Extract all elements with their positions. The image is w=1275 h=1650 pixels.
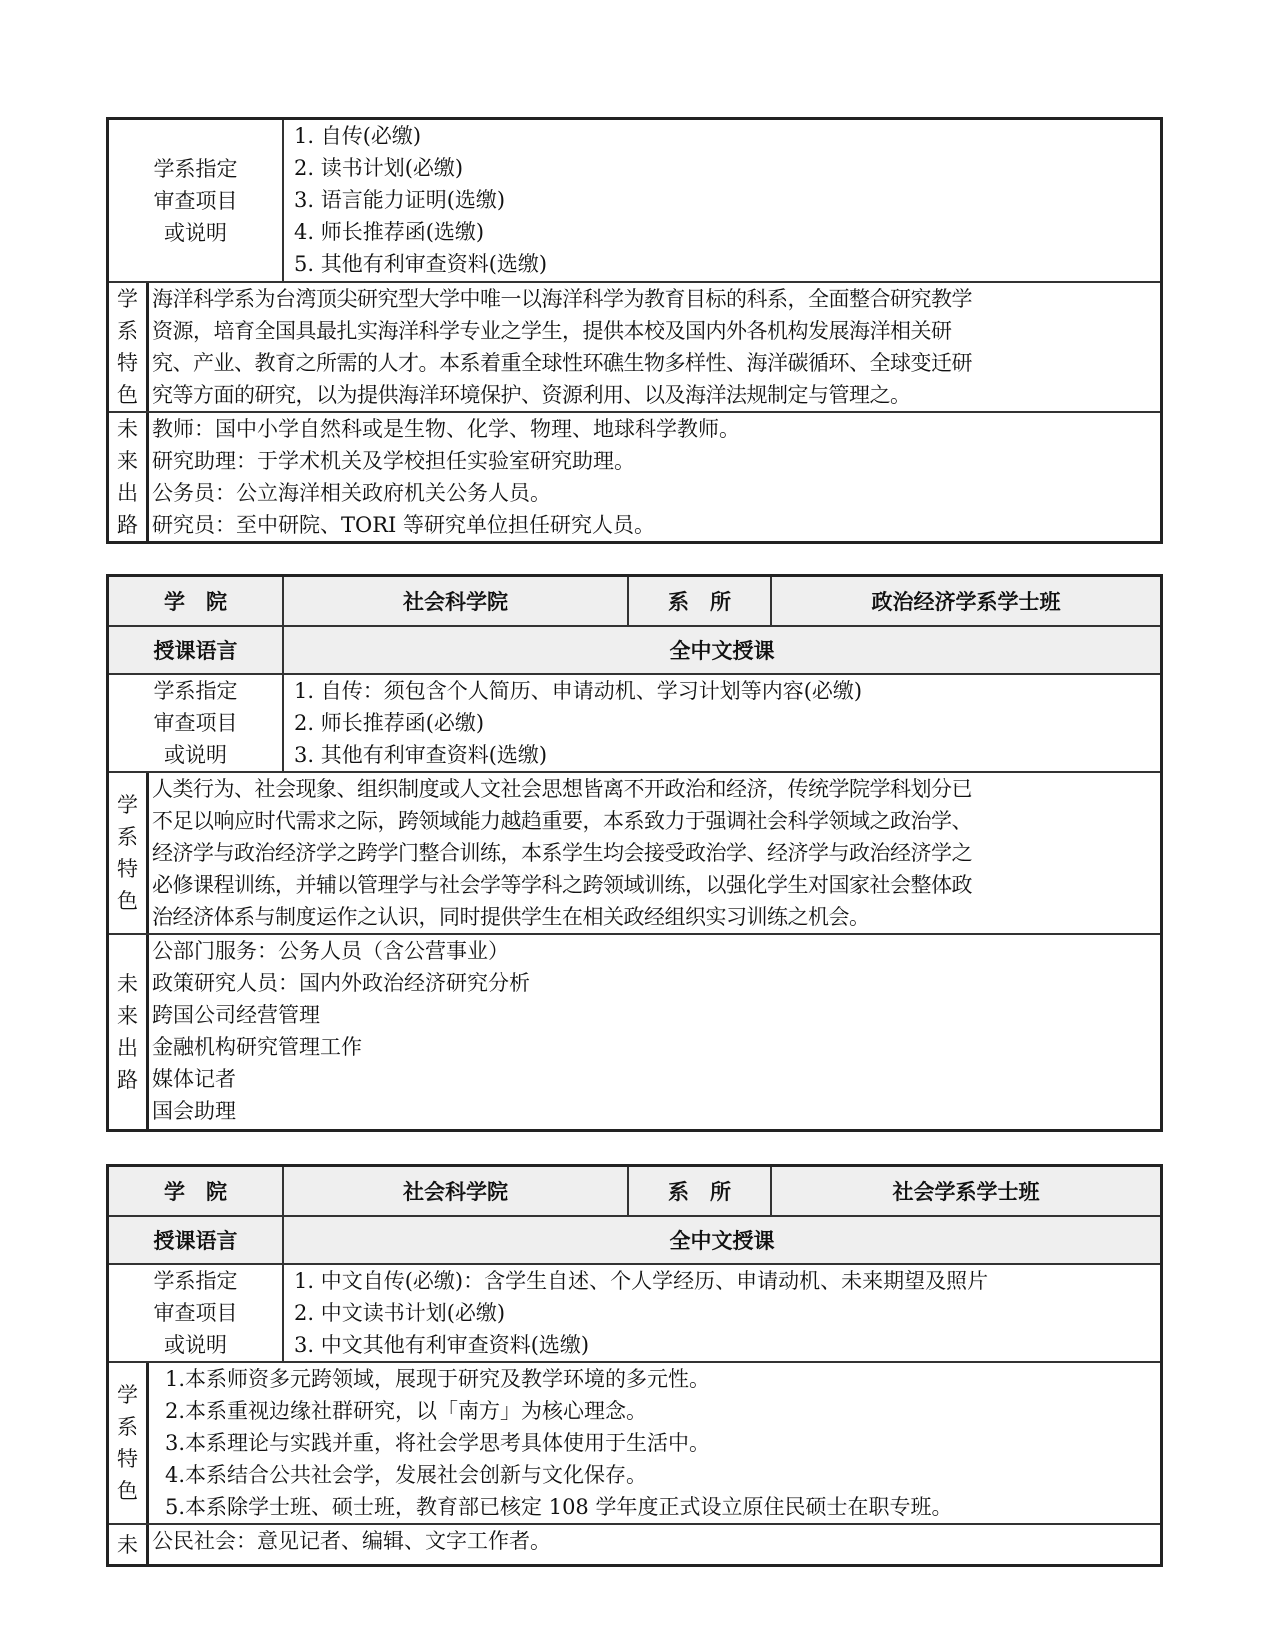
careers-label: 未 来 出 路: [109, 413, 149, 541]
language-row: [109, 1215, 1160, 1263]
list-item: 2.本系重视边缘社群研究，以「南方」为核心理念。: [165, 1399, 648, 1423]
college-value: 社会科学院: [284, 577, 629, 625]
careers-row: [109, 411, 1160, 541]
review-label: 学系指定 审查项目 或说明: [109, 120, 284, 281]
language-value: 全中文授课: [669, 1228, 775, 1253]
list-item: 4. 师长推荐函(选缴): [294, 220, 485, 244]
table-political-economy: [106, 574, 1163, 1132]
features-list: [149, 1363, 1160, 1523]
list-item: 研究助理：于学术机关及学校担任实验室研究助理。: [152, 449, 635, 473]
careers-label: 未: [109, 1525, 149, 1564]
list-item: 媒体记者: [152, 1067, 236, 1091]
features-label: 学 系 特 色: [109, 1363, 149, 1523]
dept-value: 政治经济学系学士班: [871, 589, 1061, 614]
list-item: 1. 中文自传(必缴)：含学生自述、个人学经历、申请动机、未来期望及照片: [294, 1269, 989, 1293]
dept-label: 系 所: [629, 1167, 772, 1215]
list-item: 4.本系结合公共社会学，发展社会创新与文化保存。: [165, 1463, 648, 1487]
features-row: [109, 281, 1160, 411]
careers-row: [109, 1523, 1160, 1564]
list-item: 公部门服务：公务人员（含公营事业）: [152, 939, 509, 963]
careers-row: [109, 933, 1160, 1129]
careers-list: [149, 1525, 1160, 1564]
list-item: 公务员：公立海洋相关政府机关公务人员。: [152, 481, 551, 505]
dept-label: 系 所: [629, 577, 772, 625]
review-items: [284, 675, 1160, 771]
review-row: [109, 120, 1160, 281]
features-label: 学 系 特 色: [109, 283, 149, 411]
list-item: 公民社会：意见记者、编辑、文字工作者。: [152, 1529, 551, 1553]
review-items: [284, 1265, 1160, 1361]
language-row: [109, 625, 1160, 673]
review-label: 学系指定 审查项目 或说明: [109, 1265, 284, 1361]
careers-list: [149, 935, 1160, 1129]
list-item: 3. 其他有利审查资料(选缴): [294, 743, 548, 767]
language-label: 授课语言: [109, 627, 284, 673]
table-marine-science: [106, 117, 1163, 544]
list-item: 金融机构研究管理工作: [152, 1035, 362, 1059]
list-item: 3.本系理论与实践并重，将社会学思考具体使用于生活中。: [165, 1431, 711, 1455]
features-text: 人类行为、社会现象、组织制度或人文社会思想皆离不开政治和经济，传统学院学科划分已 不足以响应时代需求之际，跨领域能力越趋重要，本系致力于强调社会科学领域之政治学、 经济学与政治经济学之跨学门整合训练，本系学生均会接受政治学、经济学与政治经济学之 必修课程训练，并辅以管理学与社会学等学科之跨领域训练，以强化学生对国家社会整体政 治经济体系与制度运作之认识，同时提供学生在相关政经组织实习训练之机会。: [152, 777, 972, 929]
dept-value: 社会学系学士班: [892, 1179, 1040, 1204]
list-item: 1.本系师资多元跨领域，展现于研究及教学环境的多元性。: [165, 1367, 711, 1391]
language-value: 全中文授课: [669, 638, 775, 663]
language-label: 授课语言: [109, 1217, 284, 1263]
features-text: 海洋科学系为台湾顶尖研究型大学中唯一以海洋科学为教育目标的科系，全面整合研究教学 资源，培育全国具最扎实海洋科学专业之学生，提供本校及国内外各机构发展海洋相关研 究、产业、教育之所需的人才。本系着重全球性环礁生物多样性、海洋碳循环、全球变迁研 究等方面的研究，以为提供海洋环境保护、资源利用、以及海洋法规制定与管理之。: [152, 287, 972, 407]
careers-list: [149, 413, 1160, 541]
list-item: 5. 其他有利审查资料(选缴): [294, 252, 548, 276]
header-row: [109, 577, 1160, 625]
features-label: 学 系 特 色: [109, 773, 149, 933]
list-item: 1. 自传：须包含个人简历、申请动机、学习计划等内容(必缴): [294, 679, 863, 703]
review-items: [284, 120, 1160, 281]
list-item: 研究员：至中研院、TORI 等研究单位担任研究人员。: [152, 513, 656, 537]
list-item: 2. 读书计划(必缴): [294, 156, 464, 180]
review-row: [109, 1263, 1160, 1361]
list-item: 2. 中文读书计划(必缴): [294, 1301, 506, 1325]
table-sociology: [106, 1164, 1163, 1567]
list-item: 1. 自传(必缴): [294, 124, 422, 148]
review-label: 学系指定 审查项目 或说明: [109, 675, 284, 771]
review-row: [109, 673, 1160, 771]
list-item: 2. 师长推荐函(必缴): [294, 711, 485, 735]
features-row: [109, 771, 1160, 933]
list-item: 5.本系除学士班、硕士班，教育部已核定 108 学年度正式设立原住民硕士在职专班。: [165, 1495, 953, 1519]
list-item: 3. 中文其他有利审查资料(选缴): [294, 1333, 590, 1357]
list-item: 政策研究人员：国内外政治经济研究分析: [152, 971, 530, 995]
college-value: 社会科学院: [284, 1167, 629, 1215]
college-label: 学 院: [109, 577, 284, 625]
list-item: 跨国公司经营管理: [152, 1003, 320, 1027]
careers-label: 未 来 出 路: [109, 935, 149, 1129]
list-item: 教师：国中小学自然科或是生物、化学、物理、地球科学教师。: [152, 417, 740, 441]
list-item: 3. 语言能力证明(选缴): [294, 188, 506, 212]
college-label: 学 院: [109, 1167, 284, 1215]
list-item: 国会助理: [152, 1099, 236, 1123]
features-row: [109, 1361, 1160, 1523]
header-row: [109, 1167, 1160, 1215]
